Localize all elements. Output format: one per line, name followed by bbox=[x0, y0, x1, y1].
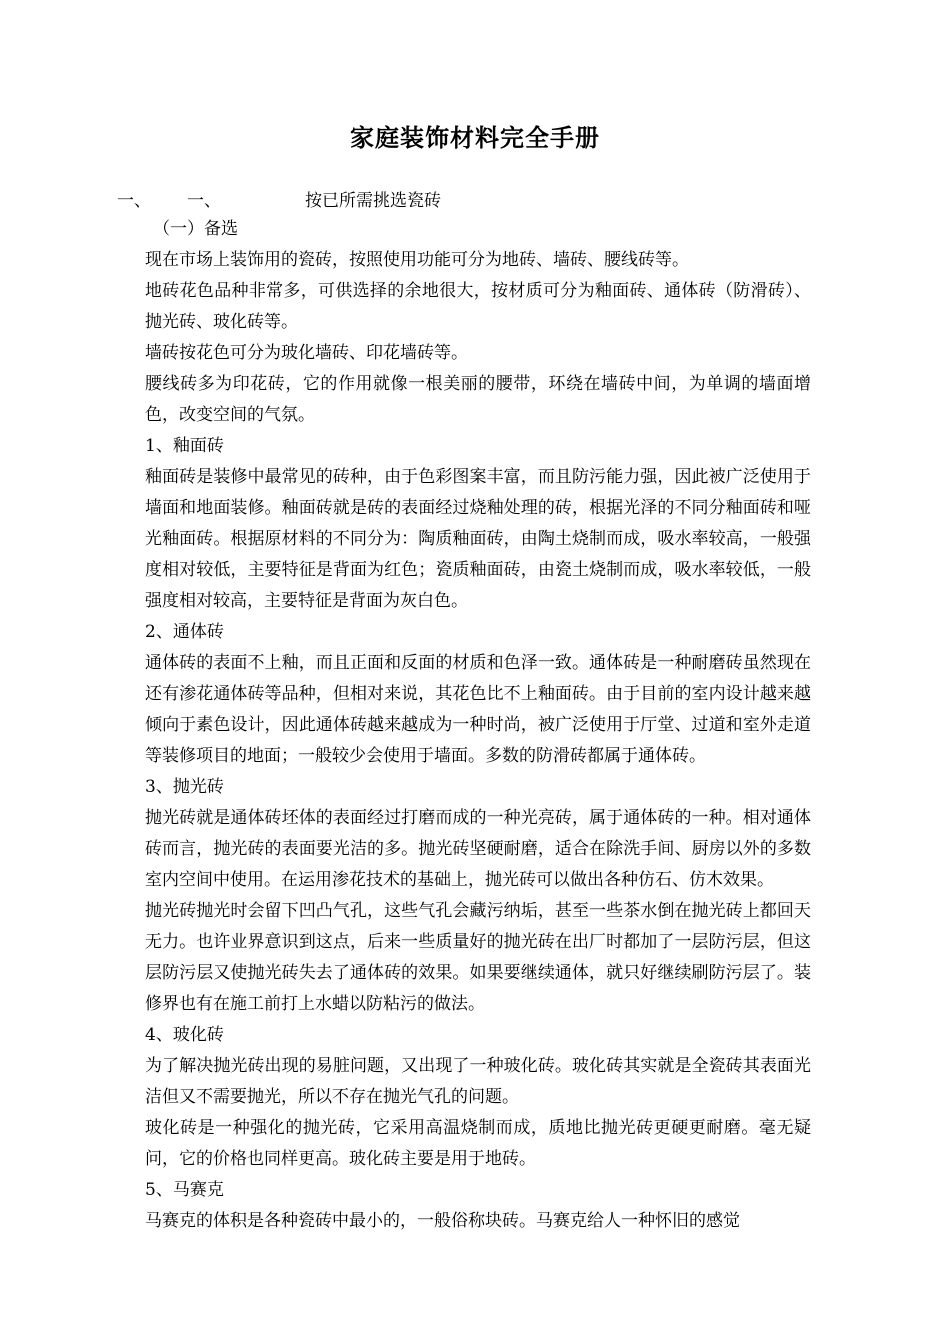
item-heading: 3、抛光砖 bbox=[145, 777, 224, 797]
paragraph: 地砖花色品种非常多，可供选择的余地很大，按材质可分为釉面砖、通体砖（防滑砖）、抛光砖、玻化砖等。 bbox=[145, 281, 811, 332]
item-heading: 4、玻化砖 bbox=[145, 1025, 224, 1045]
paragraph: 玻化砖是一种强化的抛光砖，它采用高温烧制而成，质地比抛光砖更硬更耐磨。毫无疑问，它的价格也同样更高。玻化砖主要是用于地砖。 bbox=[145, 1118, 811, 1169]
item-heading: 2、通体砖 bbox=[145, 622, 224, 642]
section-heading bbox=[0, 186, 950, 216]
paragraph: 釉面砖是装修中最常见的砖种，由于色彩图案丰富，而且防污能力强，因此被广泛使用于墙面和地面装修。釉面砖就是砖的表面经过烧釉处理的砖，根据光泽的不同分釉面砖和哑光釉面砖。根据原材料的不同分为：陶质釉面砖，由陶土烧制而成，吸水率较高，一般强度相对较低，主要特征是背面为红色；瓷质釉面砖，由瓷土烧制而成，吸水率较低，一般强度相对较高，主要特征是背面为灰白色。 bbox=[145, 467, 811, 611]
subsection-heading: （一）备选 bbox=[153, 219, 238, 239]
heading-number-outer: 一、 bbox=[117, 191, 151, 211]
paragraph: 抛光砖就是通体砖坯体的表面经过打磨而成的一种光亮砖，属于通体砖的一种。相对通体砖而言，抛光砖的表面要光洁的多。抛光砖坚硬耐磨，适合在除洗手间、厨房以外的多数室内空间中使用。在运用渗花技术的基础上，抛光砖可以做出各种仿石、仿木效果。 bbox=[145, 808, 811, 890]
paragraph: 抛光砖抛光时会留下凹凸气孔，这些气孔会藏污纳垢，甚至一些茶水倒在抛光砖上都回天无力。也许业界意识到这点，后来一些质量好的抛光砖在出厂时都加了一层防污层，但这层防污层又使抛光砖失去了通体砖的效果。如果要继续通体，就只好继续刷防污层了。装修界也有在施工前打上水蜡以防粘污的做法。 bbox=[145, 901, 811, 1014]
body-text bbox=[145, 214, 811, 1237]
heading-number-inner: 一、 bbox=[187, 191, 221, 211]
heading-text: 按已所需挑选瓷砖 bbox=[305, 191, 441, 211]
paragraph: 通体砖的表面不上釉，而且正面和反面的材质和色泽一致。通体砖是一种耐磨砖虽然现在还有渗花通体砖等品种，但相对来说，其花色比不上釉面砖。由于目前的室内设计越来越倾向于素色设计，因此通体砖越来越成为一种时尚，被广泛使用于厅堂、过道和室外走道等装修项目的地面；一般较少会使用于墙面。多数的防滑砖都属于通体砖。 bbox=[145, 653, 811, 766]
document-title: 家庭装饰材料完全手册 bbox=[350, 123, 600, 152]
paragraph: 为了解决抛光砖出现的易脏问题，又出现了一种玻化砖。玻化砖其实就是全瓷砖其表面光洁但又不需要抛光，所以不存在抛光气孔的问题。 bbox=[145, 1056, 811, 1107]
paragraph: 腰线砖多为印花砖，它的作用就像一根美丽的腰带，环绕在墙砖中间，为单调的墙面增色，改变空间的气氛。 bbox=[145, 374, 811, 425]
item-heading: 1、釉面砖 bbox=[145, 436, 224, 456]
item-heading: 5、马赛克 bbox=[145, 1180, 224, 1200]
paragraph: 墙砖按花色可分为玻化墙砖、印花墙砖等。 bbox=[145, 343, 468, 363]
paragraph: 现在市场上装饰用的瓷砖，按照使用功能可分为地砖、墙砖、腰线砖等。 bbox=[145, 250, 689, 270]
paragraph: 马赛克的体积是各种瓷砖中最小的，一般俗称块砖。马赛克给人一种怀旧的感觉 bbox=[145, 1211, 740, 1231]
